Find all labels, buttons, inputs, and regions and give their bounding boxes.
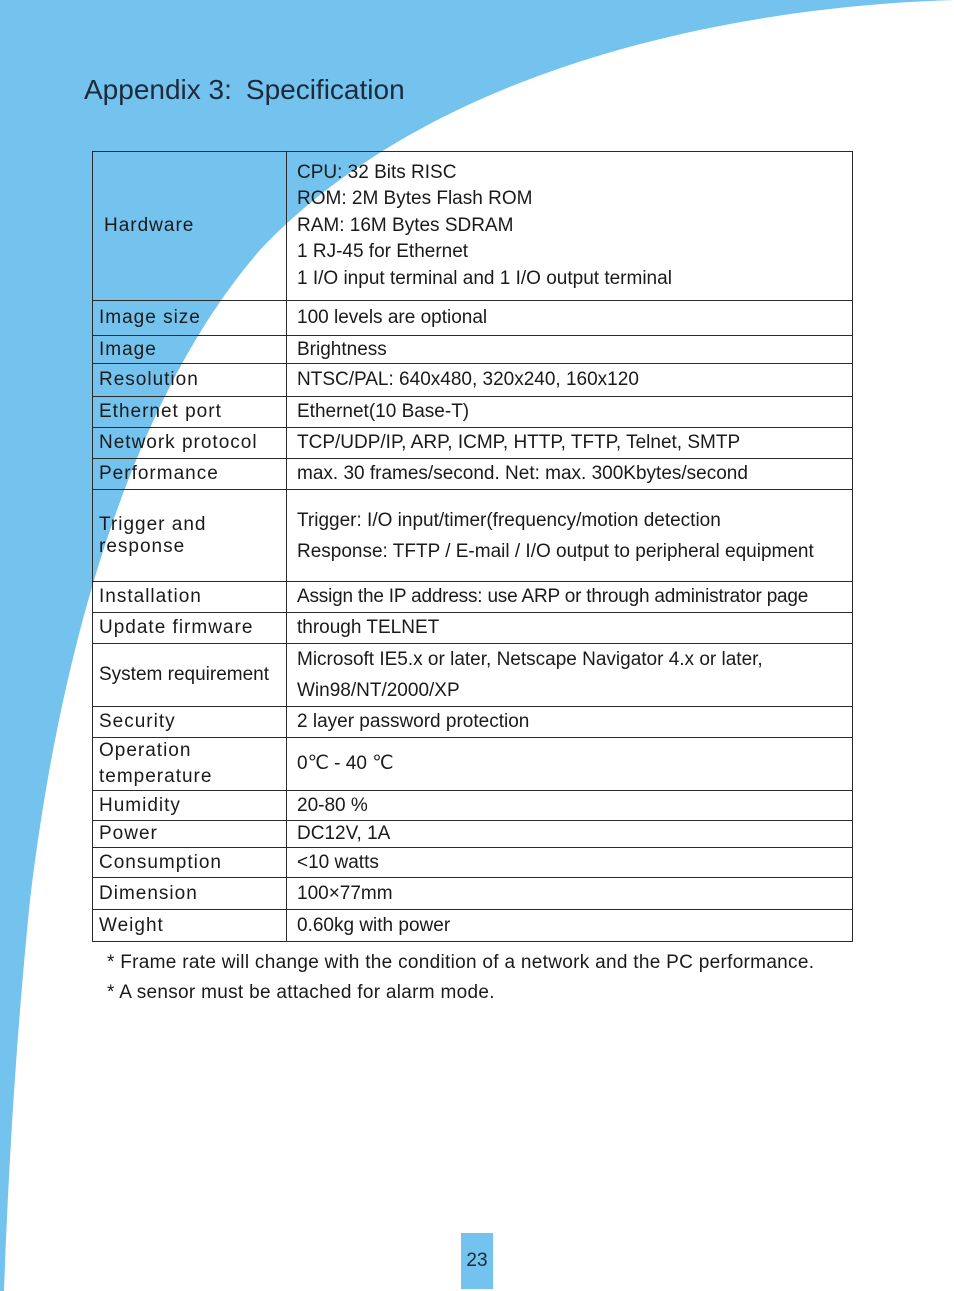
row-label: Security (93, 707, 287, 738)
page-number: 23 (461, 1233, 493, 1289)
row-label: Humidity (93, 791, 287, 821)
row-label: Image size (93, 301, 287, 336)
row-label: Ethernet port (93, 397, 287, 428)
table-row (93, 613, 853, 644)
row-value: Ethernet(10 Base-T) (287, 397, 853, 428)
row-value: Assign the IP address: use ARP or through administrator page (287, 582, 853, 613)
row-value: max. 30 frames/second. Net: max. 300Kbytes/second (287, 459, 853, 490)
page-title (84, 74, 405, 106)
row-label: Trigger and response (93, 490, 287, 582)
row-label: Network protocol (93, 428, 287, 459)
table-row (93, 397, 853, 428)
title-text: Specification (245, 74, 405, 105)
row-label: Consumption (93, 848, 287, 878)
table-row (93, 878, 853, 910)
row-value: TCP/UDP/IP, ARP, ICMP, HTTP, TFTP, Telnet, SMTP (287, 428, 853, 459)
row-value: Microsoft IE5.x or later, Netscape Navigator 4.x or later, Win98/NT/2000/XP (287, 644, 853, 707)
hardware-line: CPU: 32 Bits RISC (297, 161, 457, 183)
table-row (93, 644, 853, 707)
row-label: Dimension (93, 878, 287, 910)
table-row (93, 738, 853, 791)
table-row (93, 821, 853, 848)
hardware-line: RAM: 16M Bytes SDRAM (297, 214, 514, 236)
row-value: 2 layer password protection (287, 707, 853, 738)
table-row (93, 336, 853, 364)
row-value: Brightness (287, 336, 853, 364)
title-prefix: Appendix 3: (84, 74, 232, 105)
table-row (93, 428, 853, 459)
table-row (93, 582, 853, 613)
row-label: Performance (93, 459, 287, 490)
hardware-line: ROM: 2M Bytes Flash ROM (297, 188, 533, 210)
row-value: 0.60kg with power (287, 910, 853, 942)
trigger-line: Trigger: I/O input/timer(frequency/motion detection (297, 509, 721, 531)
table-row (93, 459, 853, 490)
row-value: <10 watts (287, 848, 853, 878)
row-label: Hardware (93, 152, 287, 301)
row-label: Operation temperature (93, 738, 287, 791)
specification-table (92, 151, 853, 942)
row-value: 0℃ - 40 ℃ (287, 738, 853, 791)
row-value: 100 levels are optional (287, 301, 853, 336)
row-value (287, 152, 853, 301)
row-label: Update firmware (93, 613, 287, 644)
row-value: NTSC/PAL: 640x480, 320x240, 160x120 (287, 364, 853, 397)
row-label: Weight (93, 910, 287, 942)
table-row (93, 490, 853, 582)
table-row (93, 301, 853, 336)
row-label: Power (93, 821, 287, 848)
hardware-line: 1 RJ-45 for Ethernet (297, 241, 469, 263)
table-row (93, 910, 853, 942)
table-row-hardware (93, 152, 853, 301)
row-value (287, 490, 853, 582)
footnote: * Frame rate will change with the condition of a network and the PC performance. (107, 952, 815, 973)
row-label: Resolution (93, 364, 287, 397)
row-label: System requirement (93, 644, 287, 707)
row-value: through TELNET (287, 613, 853, 644)
row-value: 20-80 % (287, 791, 853, 821)
hardware-line: 1 I/O input terminal and 1 I/O output terminal (297, 267, 672, 289)
row-label: Image (93, 336, 287, 364)
row-value: 100×77mm (287, 878, 853, 910)
row-label: Installation (93, 582, 287, 613)
table-row (93, 364, 853, 397)
response-line: Response: TFTP / E-mail / I/O output to peripheral equipment (297, 540, 814, 562)
table-row (93, 707, 853, 738)
table-row (93, 791, 853, 821)
footnote: * A sensor must be attached for alarm mode. (107, 982, 495, 1003)
footnotes (107, 948, 814, 1008)
row-value: DC12V, 1A (287, 821, 853, 848)
table-row (93, 848, 853, 878)
